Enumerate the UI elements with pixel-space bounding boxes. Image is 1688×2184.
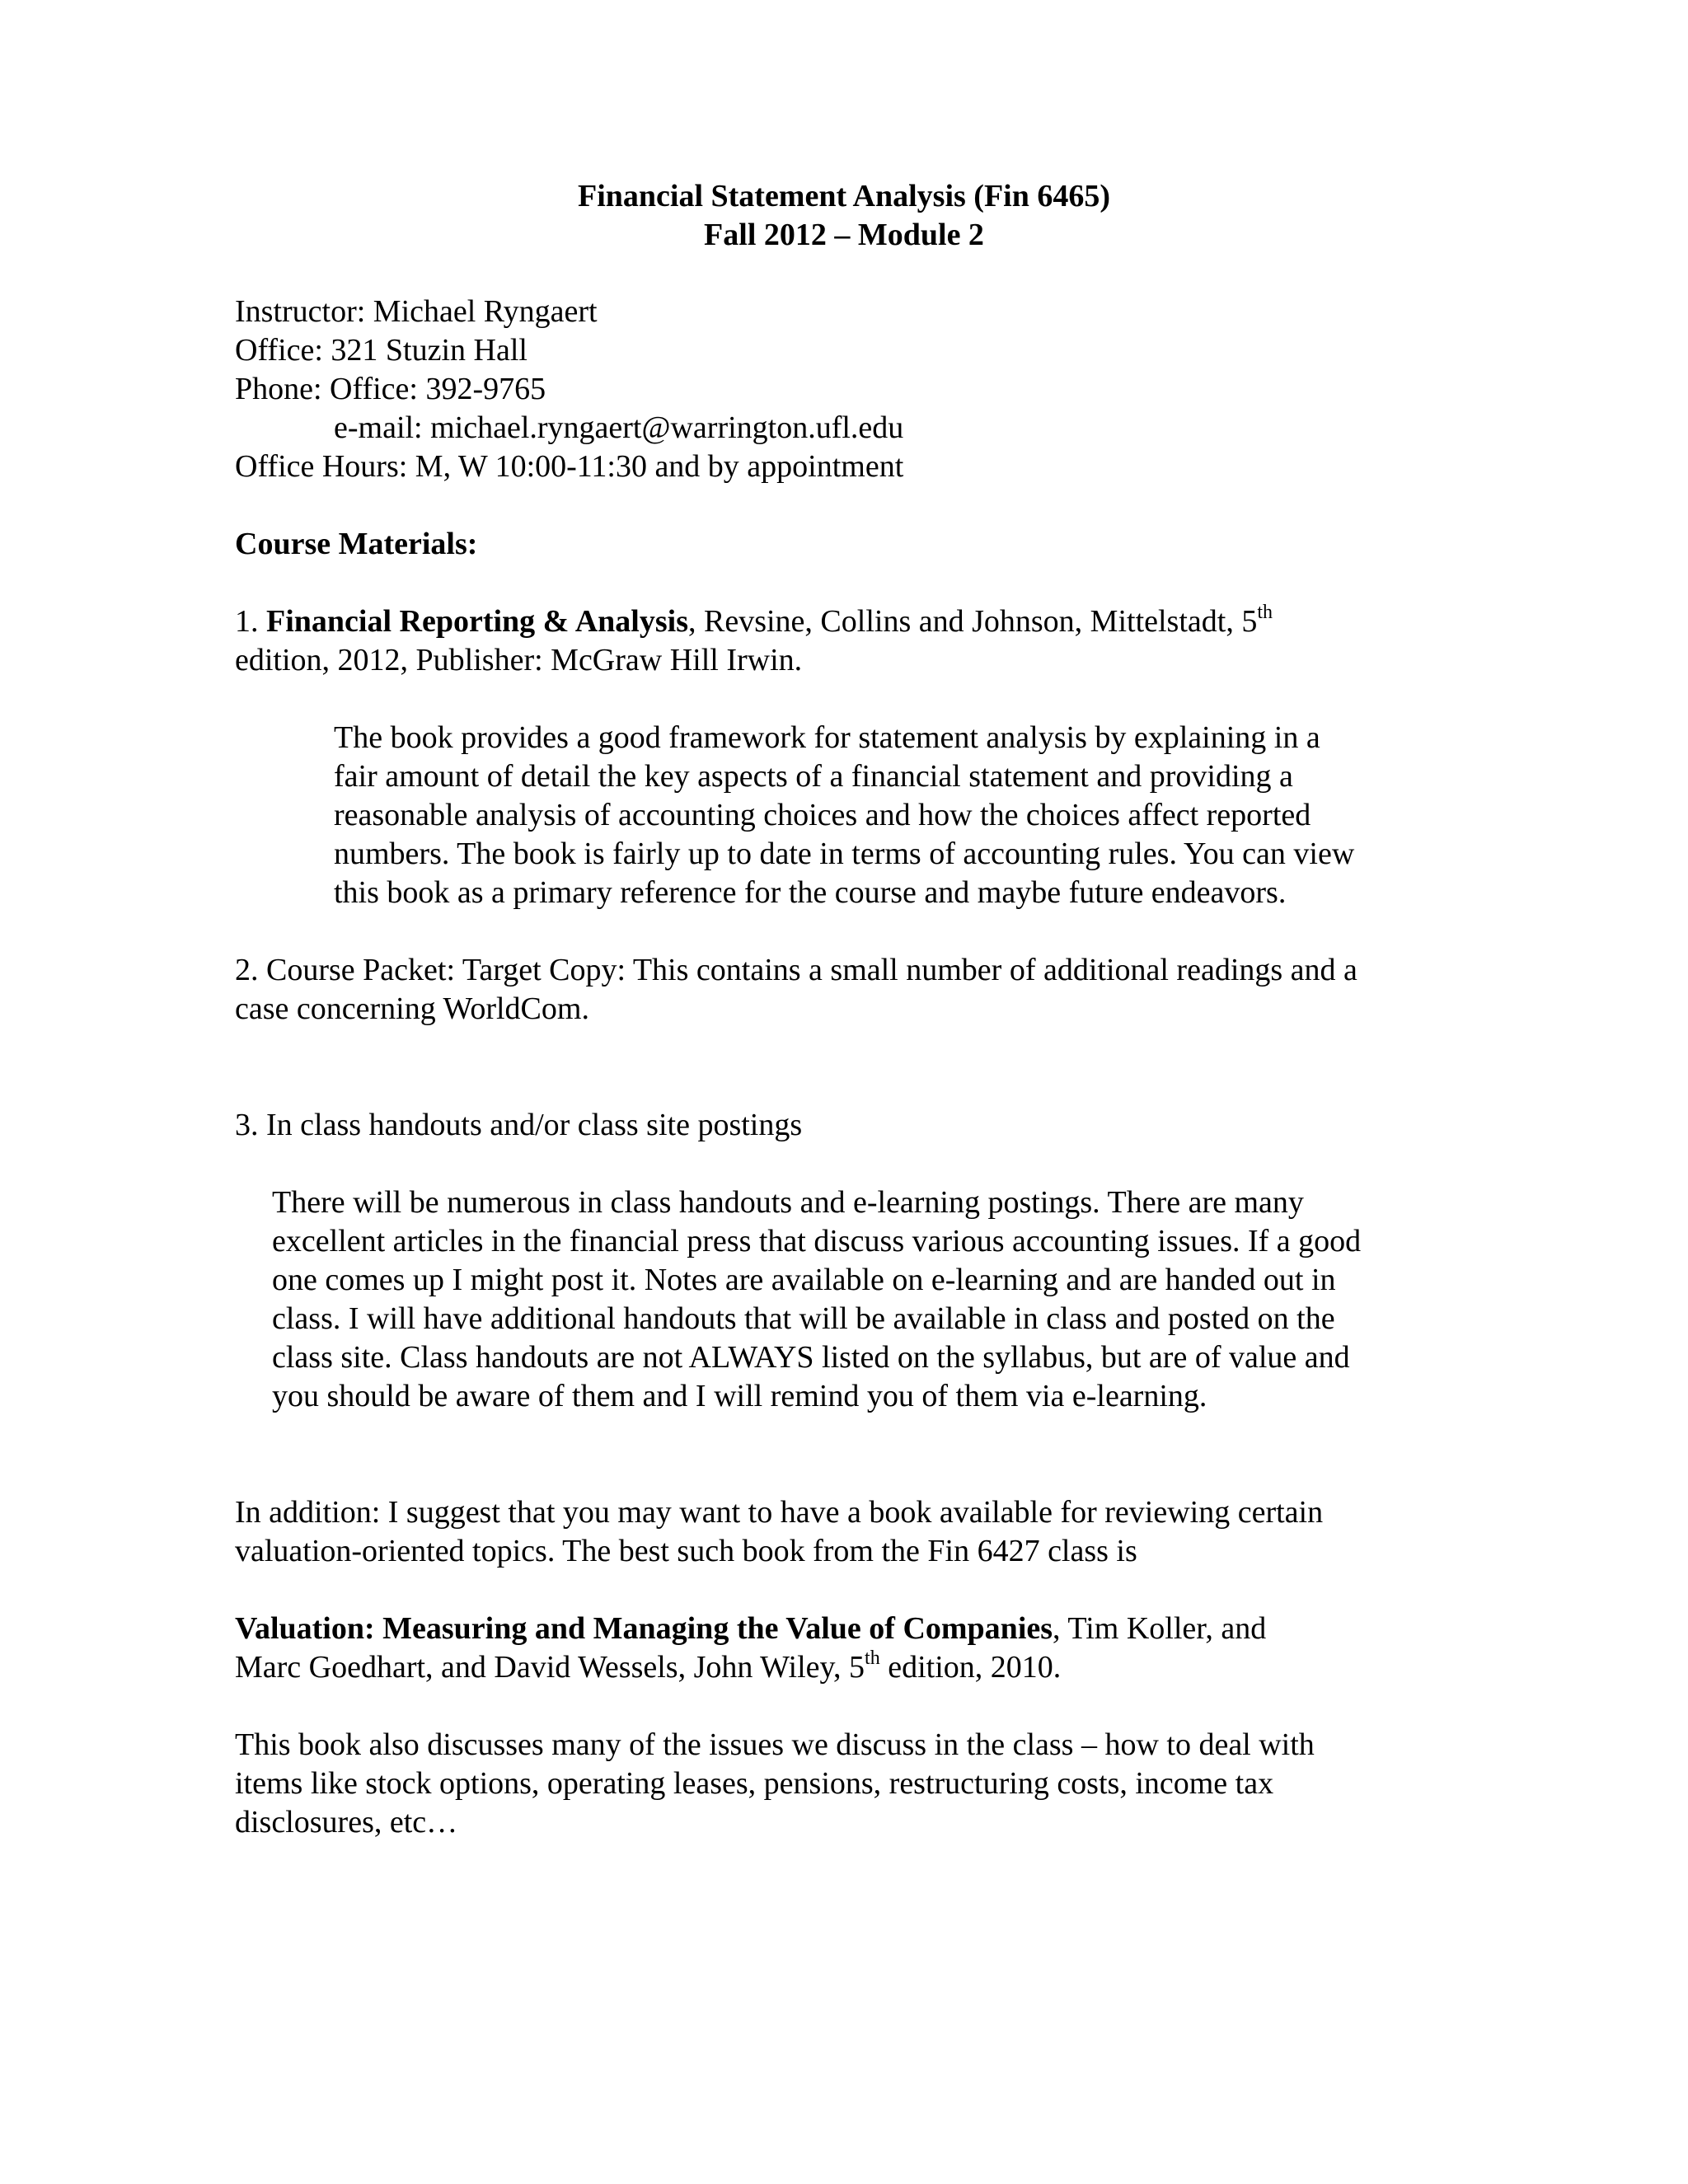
paragraph-line: This book also discusses many of the issues we discuss in the class – how to deal with — [235, 1727, 1315, 1762]
paragraph-line: In addition: I suggest that you may want to have a book available for reviewing certain — [235, 1495, 1324, 1530]
paragraph-line: items like stock options, operating leases, pensions, restructuring costs, income tax — [235, 1766, 1274, 1801]
item1-number: 1. — [235, 604, 266, 639]
paragraph-line: valuation-oriented topics. The best such book from the Fin 6427 class is — [235, 1534, 1137, 1568]
valuation-book-line2-b: edition, 2010. — [879, 1650, 1062, 1685]
closing-paragraph — [235, 1726, 1315, 1842]
item1-edition-sup: th — [1257, 602, 1273, 623]
paragraph-line: excellent articles in the financial press that discuss various accounting issues. If a good — [272, 1224, 1362, 1258]
document-title: Financial Statement Analysis (Fin 6465) — [577, 179, 1111, 213]
paragraph-line: reasonable analysis of accounting choices and how the choices affect reported — [334, 798, 1311, 832]
paragraph-line: fair amount of detail the key aspects of a financial statement and providing a — [334, 759, 1293, 794]
paragraph-line: There will be numerous in class handouts and e-learning postings. There are many — [272, 1185, 1304, 1220]
paragraph-line: one comes up I might post it. Notes are available on e-learning and are handed out in — [272, 1263, 1336, 1297]
instructor-line: Instructor: Michael Ryngaert — [235, 294, 598, 329]
item3-heading: 3. In class handouts and/or class site postings — [235, 1108, 803, 1142]
valuation-edition-sup: th — [865, 1647, 880, 1669]
office-hours-line: Office Hours: M, W 10:00-11:30 and by appointment — [235, 449, 904, 484]
paragraph-line: class site. Class handouts are not ALWAYS listed on the syllabus, but are of value and — [272, 1340, 1350, 1375]
document-subtitle: Fall 2012 – Module 2 — [704, 218, 984, 252]
valuation-book-authors: , Tim Koller, and — [1053, 1611, 1267, 1646]
paragraph-line: The book provides a good framework for statement analysis by explaining in a — [334, 720, 1320, 755]
paragraph-line: you should be aware of them and I will remind you of them via e-learning. — [272, 1379, 1207, 1413]
paragraph-line: 2. Course Packet: Target Copy: This contains a small number of additional readings and a — [235, 953, 1357, 987]
paragraph-line: case concerning WorldCom. — [235, 991, 589, 1026]
valuation-book-line2 — [235, 1648, 1061, 1687]
paragraph-line: numbers. The book is fairly up to date in terms of accounting rules. You can view — [334, 837, 1355, 871]
item3-description — [272, 1183, 1361, 1416]
item1-authors: , Revsine, Collins and Johnson, Mittelstadt, 5 — [688, 604, 1258, 639]
item1-line2: edition, 2012, Publisher: McGraw Hill Irwin. — [235, 643, 803, 677]
item1-book-title: Financial Reporting & Analysis — [266, 604, 688, 639]
item2-paragraph — [235, 951, 1357, 1029]
paragraph-line: this book as a primary reference for the course and maybe future endeavors. — [334, 875, 1287, 910]
paragraph-line: disclosures, etc… — [235, 1805, 458, 1840]
paragraph-line: class. I will have additional handouts that will be available in class and posted on the — [272, 1301, 1335, 1336]
item1-description — [334, 719, 1354, 912]
office-line: Office: 321 Stuzin Hall — [235, 333, 528, 368]
addition-paragraph — [235, 1493, 1323, 1571]
valuation-book-line1 — [235, 1610, 1266, 1648]
phone-line: Phone: Office: 392-9765 — [235, 372, 546, 406]
email-line: e-mail: michael.ryngaert@warrington.ufl.edu — [334, 410, 904, 445]
valuation-book-title: Valuation: Measuring and Managing the Value of Companies — [235, 1611, 1053, 1646]
valuation-book-line2-a: Marc Goedhart, and David Wessels, John Wiley, 5 — [235, 1650, 865, 1685]
course-materials-heading: Course Materials: — [235, 527, 478, 561]
item1-line1 — [235, 602, 1273, 641]
